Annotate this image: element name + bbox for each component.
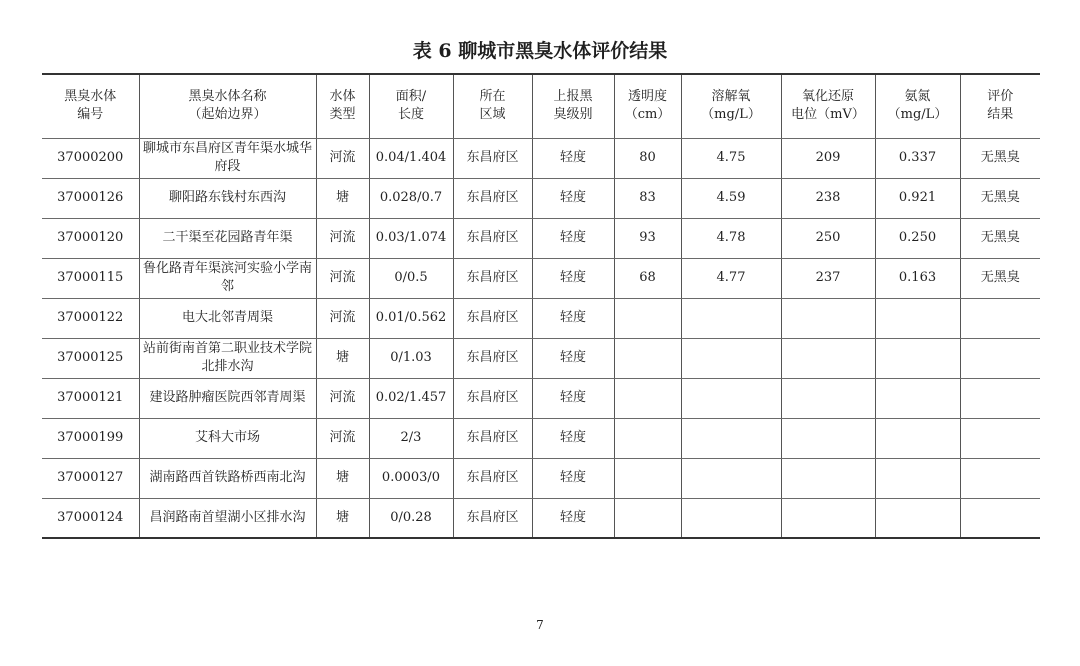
- table-title: 表 6 聊城市黑臭水体评价结果: [412, 40, 668, 62]
- cell-region: 东昌府区: [453, 218, 532, 258]
- table-row: [42, 218, 1040, 258]
- cell-transparency: 80: [614, 138, 681, 178]
- cell-name: 站前街南首第二职业技术学院北排水沟: [139, 338, 316, 378]
- header-type: 水体 类型: [316, 74, 369, 138]
- cell-type: 河流: [316, 218, 369, 258]
- cell-id: 37000200: [42, 138, 139, 178]
- header-row: [42, 74, 1040, 138]
- cell-name: 聊城市东昌府区青年渠水城华府段: [139, 138, 316, 178]
- cell-result: 无黑臭: [960, 138, 1040, 178]
- cell-area: 0.02/1.457: [369, 378, 453, 418]
- cell-ammonia: [875, 338, 960, 378]
- cell-transparency: 68: [614, 258, 681, 298]
- cell-id: 37000125: [42, 338, 139, 378]
- cell-transparency: [614, 458, 681, 498]
- header-orp: 氧化还原 电位（mV）: [781, 74, 875, 138]
- evaluation-table: [42, 73, 1040, 539]
- cell-region: 东昌府区: [453, 418, 532, 458]
- cell-name: 昌润路南首望湖小区排水沟: [139, 498, 316, 538]
- cell-id: 37000199: [42, 418, 139, 458]
- table-row: [42, 378, 1040, 418]
- cell-area: 0/0.28: [369, 498, 453, 538]
- cell-type: 塘: [316, 338, 369, 378]
- cell-name: 建设路肿瘤医院西邻青周渠: [139, 378, 316, 418]
- cell-ammonia: [875, 498, 960, 538]
- cell-dissolved-oxygen: 4.59: [681, 178, 781, 218]
- cell-region: 东昌府区: [453, 498, 532, 538]
- cell-ammonia: [875, 458, 960, 498]
- cell-orp: [781, 458, 875, 498]
- cell-level: 轻度: [532, 458, 614, 498]
- cell-type: 河流: [316, 378, 369, 418]
- cell-area: 0.03/1.074: [369, 218, 453, 258]
- table-row: [42, 178, 1040, 218]
- cell-id: 37000121: [42, 378, 139, 418]
- cell-result: [960, 458, 1040, 498]
- header-dissolved-oxygen: 溶解氧 （mg/L）: [681, 74, 781, 138]
- cell-ammonia: [875, 418, 960, 458]
- table-row: [42, 498, 1040, 538]
- header-transparency: 透明度 （cm）: [614, 74, 681, 138]
- cell-id: 37000127: [42, 458, 139, 498]
- cell-result: 无黑臭: [960, 258, 1040, 298]
- cell-area: 0.04/1.404: [369, 138, 453, 178]
- cell-orp: [781, 378, 875, 418]
- cell-id: 37000115: [42, 258, 139, 298]
- cell-level: 轻度: [532, 378, 614, 418]
- cell-level: 轻度: [532, 258, 614, 298]
- table-row: [42, 138, 1040, 178]
- cell-type: 塘: [316, 178, 369, 218]
- cell-level: 轻度: [532, 178, 614, 218]
- cell-dissolved-oxygen: [681, 338, 781, 378]
- cell-orp: [781, 418, 875, 458]
- cell-transparency: [614, 298, 681, 338]
- cell-level: 轻度: [532, 298, 614, 338]
- cell-transparency: [614, 498, 681, 538]
- cell-name: 艾科大市场: [139, 418, 316, 458]
- cell-type: 河流: [316, 418, 369, 458]
- cell-type: 塘: [316, 458, 369, 498]
- cell-type: 河流: [316, 258, 369, 298]
- cell-orp: [781, 498, 875, 538]
- cell-ammonia: 0.163: [875, 258, 960, 298]
- cell-area: 0/0.5: [369, 258, 453, 298]
- cell-level: 轻度: [532, 218, 614, 258]
- header-result: 评价 结果: [960, 74, 1040, 138]
- table-row: [42, 458, 1040, 498]
- cell-orp: [781, 338, 875, 378]
- cell-region: 东昌府区: [453, 458, 532, 498]
- table-row: [42, 338, 1040, 378]
- cell-ammonia: 0.250: [875, 218, 960, 258]
- cell-ammonia: [875, 378, 960, 418]
- header-name: 黑臭水体名称 （起始边界）: [139, 74, 316, 138]
- header-level: 上报黑 臭级别: [532, 74, 614, 138]
- table-row: [42, 298, 1040, 338]
- cell-level: 轻度: [532, 498, 614, 538]
- cell-level: 轻度: [532, 338, 614, 378]
- header-id: 黑臭水体 编号: [42, 74, 139, 138]
- cell-id: 37000124: [42, 498, 139, 538]
- cell-name: 聊阳路东钱村东西沟: [139, 178, 316, 218]
- cell-orp: 238: [781, 178, 875, 218]
- cell-ammonia: 0.337: [875, 138, 960, 178]
- cell-orp: 209: [781, 138, 875, 178]
- cell-ammonia: [875, 298, 960, 338]
- cell-region: 东昌府区: [453, 178, 532, 218]
- cell-region: 东昌府区: [453, 338, 532, 378]
- cell-transparency: [614, 418, 681, 458]
- cell-name: 鲁化路青年渠滨河实验小学南邻: [139, 258, 316, 298]
- cell-transparency: [614, 338, 681, 378]
- cell-region: 东昌府区: [453, 258, 532, 298]
- table-row: [42, 418, 1040, 458]
- cell-name: 二干渠至花园路青年渠: [139, 218, 316, 258]
- cell-result: 无黑臭: [960, 178, 1040, 218]
- cell-dissolved-oxygen: 4.77: [681, 258, 781, 298]
- cell-result: [960, 498, 1040, 538]
- cell-result: [960, 418, 1040, 458]
- cell-dissolved-oxygen: [681, 298, 781, 338]
- cell-transparency: 93: [614, 218, 681, 258]
- header-region: 所在 区域: [453, 74, 532, 138]
- cell-area: 2/3: [369, 418, 453, 458]
- cell-result: [960, 298, 1040, 338]
- cell-ammonia: 0.921: [875, 178, 960, 218]
- cell-id: 37000126: [42, 178, 139, 218]
- cell-orp: [781, 298, 875, 338]
- cell-dissolved-oxygen: 4.78: [681, 218, 781, 258]
- cell-type: 河流: [316, 298, 369, 338]
- cell-orp: 237: [781, 258, 875, 298]
- cell-dissolved-oxygen: [681, 498, 781, 538]
- cell-orp: 250: [781, 218, 875, 258]
- cell-region: 东昌府区: [453, 378, 532, 418]
- cell-region: 东昌府区: [453, 138, 532, 178]
- cell-region: 东昌府区: [453, 298, 532, 338]
- cell-dissolved-oxygen: [681, 418, 781, 458]
- cell-dissolved-oxygen: 4.75: [681, 138, 781, 178]
- header-ammonia: 氨氮 （mg/L）: [875, 74, 960, 138]
- cell-level: 轻度: [532, 138, 614, 178]
- table-row: [42, 258, 1040, 298]
- cell-name: 湖南路西首铁路桥西南北沟: [139, 458, 316, 498]
- cell-transparency: [614, 378, 681, 418]
- cell-transparency: 83: [614, 178, 681, 218]
- page-number: 7: [536, 618, 544, 632]
- cell-area: 0/1.03: [369, 338, 453, 378]
- cell-id: 37000122: [42, 298, 139, 338]
- cell-result: [960, 338, 1040, 378]
- cell-area: 0.0003/0: [369, 458, 453, 498]
- cell-name: 电大北邻青周渠: [139, 298, 316, 338]
- cell-area: 0.028/0.7: [369, 178, 453, 218]
- cell-area: 0.01/0.562: [369, 298, 453, 338]
- cell-type: 塘: [316, 498, 369, 538]
- cell-level: 轻度: [532, 418, 614, 458]
- cell-result: [960, 378, 1040, 418]
- cell-type: 河流: [316, 138, 369, 178]
- cell-id: 37000120: [42, 218, 139, 258]
- cell-dissolved-oxygen: [681, 378, 781, 418]
- header-area: 面积/ 长度: [369, 74, 453, 138]
- cell-dissolved-oxygen: [681, 458, 781, 498]
- cell-result: 无黑臭: [960, 218, 1040, 258]
